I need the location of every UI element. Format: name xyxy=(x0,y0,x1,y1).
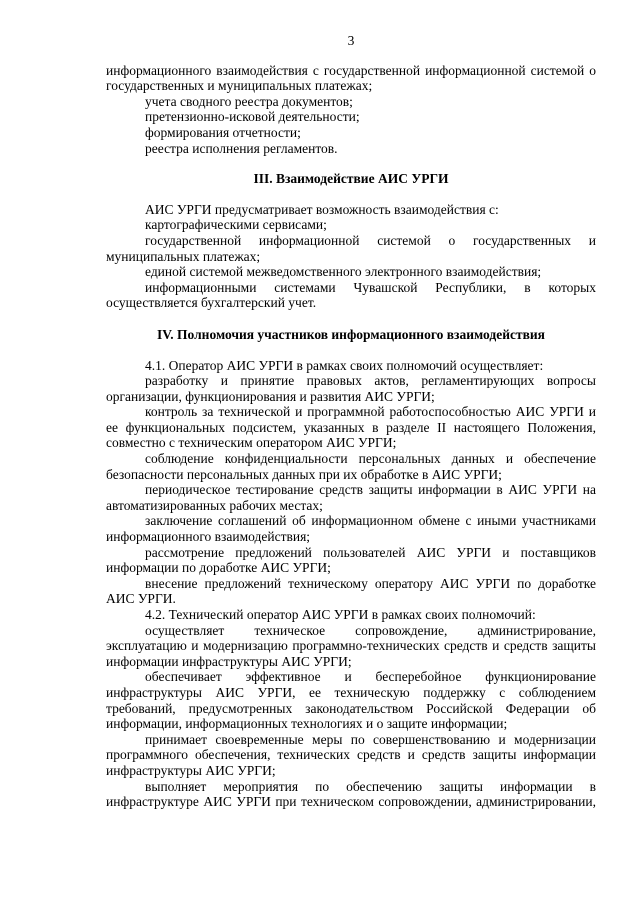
paragraph: периодическое тестирование средств защиты информации в АИС УРГИ на автоматизированных рабочих местах; xyxy=(106,482,596,513)
paragraph: осуществляет техническое сопровождение, администрирование, эксплуатацию и модернизацию программно-технических средств и средств защиты информации инфраструктуры АИС УРГИ; xyxy=(106,622,596,669)
list-item: учета сводного реестра документов; xyxy=(145,93,353,109)
paragraph: информационными системами Чувашской Республики, в которых осуществляется бухгалтерский учет. xyxy=(106,279,596,311)
paragraph: контроль за технической и программной работоспособностью АИС УРГИ и ее функциональных подсистем, указанных в разделе II настоящего Положения, совместно с техническим оператором АИС УРГИ; xyxy=(106,404,596,451)
paragraph: соблюдение конфиденциальности персональных данных и обеспечение безопасности персональных данных при их обработке в АИС УРГИ; xyxy=(106,451,596,482)
section-3-body xyxy=(106,202,596,311)
section-heading-3: III. Взаимодействие АИС УРГИ xyxy=(253,171,449,187)
section-heading-4: IV. Полномочия участников информационного взаимодействия xyxy=(157,326,545,342)
paragraph: АИС УРГИ предусматривает возможность взаимодействия с: xyxy=(145,201,499,217)
paragraph: разработку и принятие правовых актов, регламентирующих вопросы организации, функционирования и развития АИС УРГИ; xyxy=(106,373,596,404)
paragraph: картографическими сервисами; xyxy=(145,217,327,233)
list-item: формирования отчетности; xyxy=(145,124,301,140)
paragraph: принимает своевременные меры по совершенствованию и модернизации программного обеспечения, технических средств и средств защиты информации инфраструктуры АИС УРГИ; xyxy=(106,731,596,778)
paragraph: рассмотрение предложений пользователей АИС УРГИ и поставщиков информации по доработке АИС УРГИ; xyxy=(106,544,596,576)
page-number: 3 xyxy=(347,33,355,48)
paragraph: 4.1. Оператор АИС УРГИ в рамках своих полномочий осуществляет: xyxy=(145,357,544,373)
paragraph: обеспечивает эффективное и бесперебойное функционирование инфраструктуры АИС УРГИ, ее техническую поддержку с соблюдением требований, предусмотренных законодательством Российской Федерации об информации, информационных технологиях и о защите информации; xyxy=(106,669,596,732)
list-item: реестра исполнения регламентов. xyxy=(145,140,338,156)
list-item: претензионно-исковой деятельности; xyxy=(145,109,360,125)
paragraph: заключение соглашений об информационном обмене с иными участниками информационного взаимодействия; xyxy=(106,513,596,545)
paragraph: 4.2. Технический оператор АИС УРГИ в рамках своих полномочий: xyxy=(145,607,536,622)
paragraph: выполняет мероприятия по обеспечению защиты информации в инфраструктуре АИС УРГИ при техническом сопровождении, администрировании, xyxy=(106,778,596,810)
section-4-body xyxy=(106,358,596,810)
list-continuation xyxy=(106,63,596,157)
list-item: информационного взаимодействия с государственной информационной системой о государственных и муниципальных платежах; xyxy=(106,62,596,94)
paragraph: государственной информационной системой о государственных и муниципальных платежах; xyxy=(106,232,596,264)
paragraph: единой системой межведомственного электронного взаимодействия; xyxy=(145,264,542,280)
paragraph: внесение предложений техническому оператору АИС УРГИ по доработке АИС УРГИ. xyxy=(106,575,596,607)
